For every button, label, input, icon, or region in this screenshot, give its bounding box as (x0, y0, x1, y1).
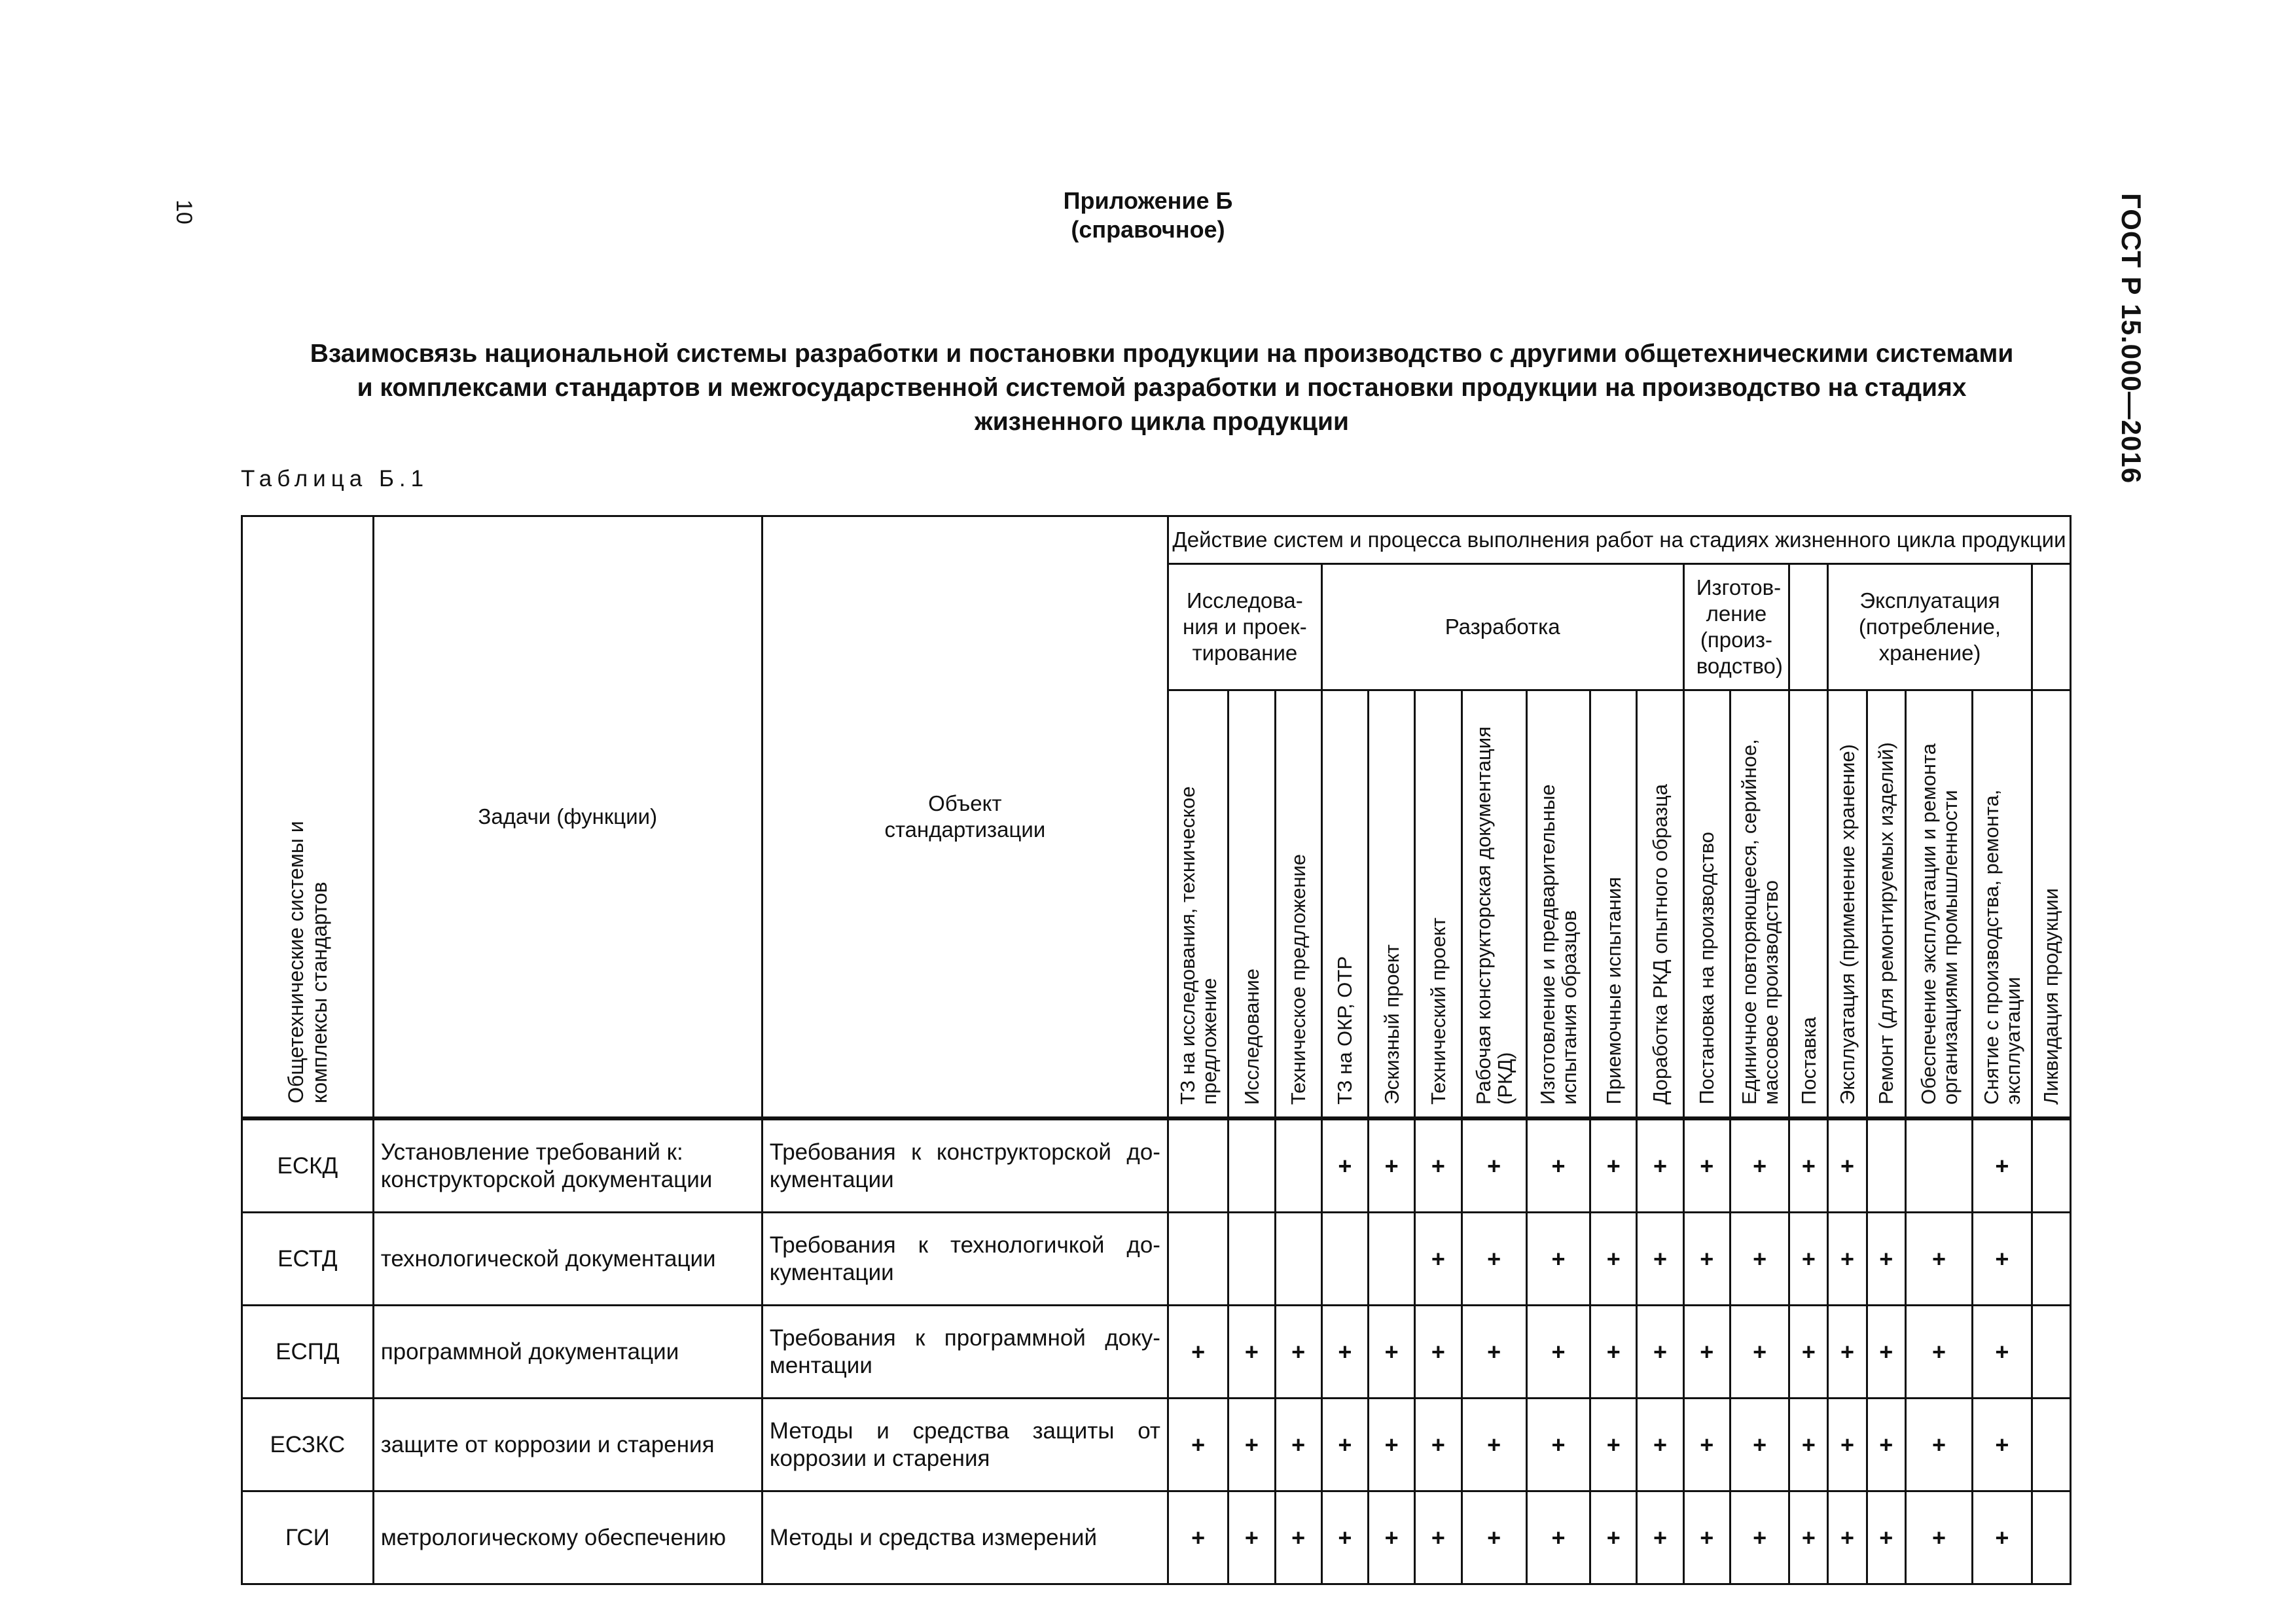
applicability-mark: + (1415, 1306, 1462, 1399)
applicability-mark: + (1730, 1213, 1789, 1306)
applicability-mark: + (1730, 1399, 1789, 1491)
table-row (242, 1306, 2071, 1399)
substage-header (1462, 690, 1526, 1119)
applicability-mark: + (1369, 1118, 1415, 1213)
appendix-heading (0, 187, 2296, 244)
applicability-mark: + (1526, 1213, 1590, 1306)
applicability-mark: + (1828, 1491, 1867, 1584)
stage-header (1321, 564, 1683, 690)
task-cell: метрологическому обеспечению (373, 1491, 762, 1584)
system-cell: ЕСПД (242, 1306, 374, 1399)
title-line: и комплексами стандартов и межгосударственной системой разработки и постановки продукции на производство на стадиях (357, 374, 1967, 402)
task-cell: программной документации (373, 1306, 762, 1399)
applicability-mark: + (1730, 1491, 1789, 1584)
substage-header (1683, 690, 1730, 1119)
stage-header (1789, 564, 1828, 690)
title-line: жизненного цикла продукции (975, 408, 1349, 436)
substage-header (1321, 690, 1368, 1119)
applicability-mark (1321, 1213, 1368, 1306)
substage-header (1973, 690, 2032, 1119)
stage-header (1828, 564, 2032, 690)
applicability-mark: + (1462, 1213, 1526, 1306)
applicability-mark: + (1369, 1399, 1415, 1491)
substage-label: ТЗ на исследования, техническое предложение (1175, 786, 1221, 1105)
task-cell: технологической документации (373, 1213, 762, 1306)
table-row (242, 1491, 2071, 1584)
system-cell: ЕСКД (242, 1118, 374, 1213)
applicability-mark: + (1867, 1491, 1905, 1584)
system-cell: ЕСТД (242, 1213, 374, 1306)
applicability-mark: + (1905, 1491, 1972, 1584)
applicability-mark: + (1867, 1213, 1905, 1306)
applicability-mark: + (1828, 1399, 1867, 1491)
applicability-mark (2032, 1306, 2070, 1399)
applicability-mark: + (1415, 1213, 1462, 1306)
appendix-subtitle: (справочное) (1071, 216, 1225, 243)
applicability-mark: + (1973, 1491, 2032, 1584)
applicability-mark: + (1321, 1491, 1368, 1584)
stage-header (1683, 564, 1789, 690)
applicability-mark: + (1637, 1213, 1683, 1306)
applicability-mark (2032, 1399, 2070, 1491)
substage-label: Ликвидация продукции (2039, 888, 2063, 1105)
substage-header (1867, 690, 1905, 1119)
applicability-mark: + (1789, 1491, 1828, 1584)
substage-label: Ремонт (для ремонтируемых изделий) (1874, 742, 1898, 1105)
applicability-mark: + (1275, 1306, 1321, 1399)
substage-label: Технический проект (1426, 917, 1450, 1105)
applicability-mark (2032, 1118, 2070, 1213)
applicability-mark: + (1321, 1118, 1368, 1213)
applicability-mark: + (1415, 1118, 1462, 1213)
applicability-mark: + (1905, 1213, 1972, 1306)
applicability-mark: + (1789, 1399, 1828, 1491)
substage-header (1730, 690, 1789, 1119)
applicability-mark: + (1867, 1399, 1905, 1491)
substage-label: Рабочая конструкторская документация (РКД) (1471, 726, 1516, 1105)
substage-header (2032, 690, 2070, 1119)
applicability-mark: + (1905, 1306, 1972, 1399)
applicability-mark: + (1462, 1306, 1526, 1399)
applicability-mark: + (1229, 1399, 1275, 1491)
applicability-mark (1275, 1118, 1321, 1213)
object-cell: Требования к конструкторской до-кументации (762, 1118, 1168, 1213)
substage-label: ТЗ на ОКР, ОТР (1333, 956, 1357, 1105)
compatibility-table (241, 515, 2072, 1585)
applicability-mark (1168, 1118, 1228, 1213)
applicability-mark: + (1321, 1399, 1368, 1491)
substage-header (1415, 690, 1462, 1119)
substage-header (1637, 690, 1683, 1119)
applicability-mark: + (1789, 1213, 1828, 1306)
substage-label: Снятие с производства, ремонта, эксплуатации (1979, 789, 2024, 1105)
substage-label: Приемочные испытания (1602, 877, 1625, 1105)
applicability-mark: + (1683, 1213, 1730, 1306)
lifecycle-group-header: Действие систем и процесса выполнения работ на стадиях жизненного цикла продукции (1168, 516, 2070, 564)
applicability-mark: + (1462, 1399, 1526, 1491)
applicability-mark: + (1637, 1306, 1683, 1399)
applicability-mark: + (1730, 1306, 1789, 1399)
table-row (242, 1399, 2071, 1491)
appendix-title: Приложение Б (1063, 187, 1233, 214)
object-header-label: Объект стандартизации (884, 791, 1046, 842)
applicability-mark: + (1321, 1306, 1368, 1399)
applicability-mark (1905, 1118, 1972, 1213)
substage-header (1789, 690, 1828, 1119)
applicability-mark: + (1526, 1399, 1590, 1491)
applicability-mark: + (1526, 1306, 1590, 1399)
applicability-mark (1275, 1213, 1321, 1306)
stage-header (1168, 564, 1321, 690)
applicability-mark: + (1828, 1118, 1867, 1213)
applicability-mark: + (1683, 1118, 1730, 1213)
object-header (762, 516, 1168, 1119)
systems-header-label: Общетехнические системы и комплексы стандартов (283, 821, 331, 1103)
applicability-mark (1168, 1213, 1228, 1306)
applicability-mark: + (1462, 1118, 1526, 1213)
substage-label: Эксплуатация (применение хранение) (1836, 743, 1859, 1105)
applicability-mark: + (1229, 1306, 1275, 1399)
substage-header (1229, 690, 1275, 1119)
applicability-mark: + (1789, 1118, 1828, 1213)
applicability-mark: + (1590, 1306, 1637, 1399)
system-cell: ЕСЗКС (242, 1399, 374, 1491)
substage-header (1369, 690, 1415, 1119)
substage-label: Единичное повторяющееся, серийное, массовое производство (1737, 739, 1782, 1105)
substage-header (1526, 690, 1590, 1119)
applicability-mark (1229, 1213, 1275, 1306)
applicability-mark: + (1168, 1306, 1228, 1399)
applicability-mark (1369, 1213, 1415, 1306)
page-number: 10 (171, 200, 196, 224)
applicability-mark: + (1369, 1491, 1415, 1584)
stage-label: Эксплуатация (потребление, хранение) (1858, 588, 2001, 665)
substage-label: Исследование (1240, 968, 1263, 1105)
applicability-mark: + (1275, 1399, 1321, 1491)
applicability-mark (1867, 1118, 1905, 1213)
applicability-mark: + (1828, 1306, 1867, 1399)
object-cell: Методы и средства защиты от коррозии и старения (762, 1399, 1168, 1491)
applicability-mark: + (1526, 1118, 1590, 1213)
applicability-mark: + (1369, 1306, 1415, 1399)
systems-header (242, 516, 374, 1119)
applicability-mark: + (1637, 1118, 1683, 1213)
applicability-mark: + (1229, 1491, 1275, 1584)
applicability-mark: + (1867, 1306, 1905, 1399)
applicability-mark: + (1789, 1306, 1828, 1399)
substage-label: Обеспечение эксплуатации и ремонта организациями промышленности (1916, 743, 1962, 1105)
stage-label: Исследова-ния и проек-тирование (1183, 588, 1307, 665)
applicability-mark: + (1730, 1118, 1789, 1213)
applicability-mark: + (1683, 1491, 1730, 1584)
applicability-mark: + (1590, 1213, 1637, 1306)
applicability-mark: + (1683, 1306, 1730, 1399)
substage-header (1275, 690, 1321, 1119)
stage-label: Изготов-ление (произ-водство) (1696, 575, 1783, 678)
applicability-mark: + (1590, 1399, 1637, 1491)
table-row (242, 1213, 2071, 1306)
substage-label: Техническое предложение (1287, 853, 1310, 1105)
applicability-mark: + (1462, 1491, 1526, 1584)
header-row (242, 516, 2071, 564)
applicability-mark: + (1415, 1399, 1462, 1491)
applicability-mark: + (1415, 1491, 1462, 1584)
applicability-mark: + (1526, 1491, 1590, 1584)
task-cell: Установление требований к: конструкторской документации (373, 1118, 762, 1213)
title-line: Взаимосвязь национальной системы разработки и постановки продукции на производство с другими общетехническими системами (310, 340, 2014, 368)
applicability-mark: + (1828, 1213, 1867, 1306)
applicability-mark: + (1973, 1306, 2032, 1399)
applicability-mark: + (1275, 1491, 1321, 1584)
table-row (242, 1118, 2071, 1213)
applicability-mark: + (1905, 1399, 1972, 1491)
substage-label: Доработка РКД опытного образца (1649, 784, 1672, 1105)
applicability-mark: + (1590, 1118, 1637, 1213)
applicability-mark: + (1590, 1491, 1637, 1584)
applicability-mark: + (1973, 1118, 2032, 1213)
applicability-mark: + (1973, 1213, 2032, 1306)
substage-header (1590, 690, 1637, 1119)
substage-label: Поставка (1797, 1016, 1820, 1105)
applicability-mark: + (1683, 1399, 1730, 1491)
tasks-header: Задачи (функции) (373, 516, 762, 1119)
substage-label: Эскизный проект (1380, 944, 1403, 1105)
substage-header (1905, 690, 1972, 1119)
applicability-mark (1229, 1118, 1275, 1213)
table-label: Таблица Б.1 (241, 466, 429, 491)
stage-label: Разработка (1444, 615, 1560, 639)
applicability-mark: + (1973, 1399, 2032, 1491)
applicability-mark (2032, 1491, 2070, 1584)
applicability-mark: + (1168, 1491, 1228, 1584)
object-cell: Требования к программной доку-ментации (762, 1306, 1168, 1399)
substage-label: Изготовление и предварительные испытания образцов (1536, 784, 1581, 1105)
applicability-mark: + (1637, 1399, 1683, 1491)
applicability-mark: + (1637, 1491, 1683, 1584)
applicability-mark: + (1168, 1399, 1228, 1491)
document-code: ГОСТ Р 15.000—2016 (2116, 193, 2147, 484)
stage-header (2032, 564, 2070, 690)
applicability-mark (2032, 1213, 2070, 1306)
table-title (236, 337, 2088, 439)
object-cell: Требования к технологичкой до-кументации (762, 1213, 1168, 1306)
object-cell: Методы и средства измерений (762, 1491, 1168, 1584)
substage-header (1168, 690, 1228, 1119)
system-cell: ГСИ (242, 1491, 374, 1584)
substage-header (1828, 690, 1867, 1119)
task-cell: защите от коррозии и старения (373, 1399, 762, 1491)
substage-label: Постановка на производство (1695, 832, 1719, 1105)
